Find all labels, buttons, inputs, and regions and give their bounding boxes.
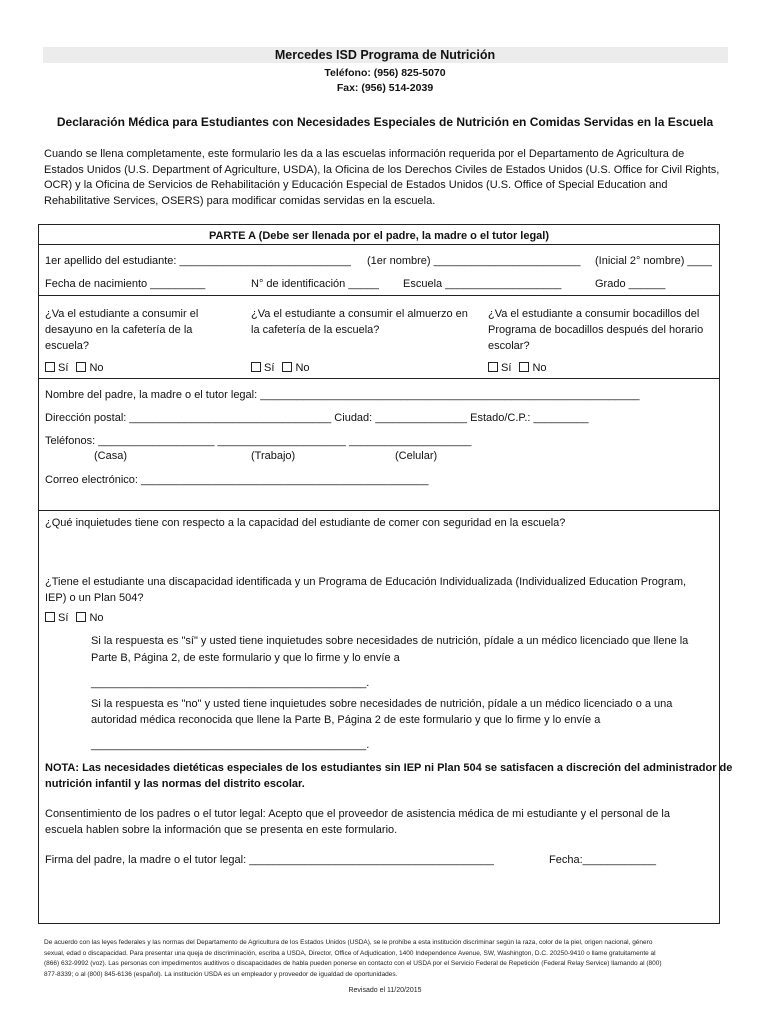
intro-line: OCR) y la Oficina de Servicios de Rehabilitación y Educación Especial de Estados Unidos (U.S. Office of Special Education and: [44, 179, 668, 192]
birth-date-field[interactable]: Fecha de nacimiento _________: [45, 278, 206, 290]
concerns-question: ¿Qué inquietudes tiene con respecto a la capacidad del estudiante de comer con seguridad en la escuela?: [45, 517, 566, 529]
address-field[interactable]: Dirección postal: _________________________________ Ciudad: _______________ Estado/C.P.: _________: [45, 412, 589, 424]
snacks-no-checkbox[interactable]: [519, 362, 546, 374]
consent-line: escuela hablen sobre la información que se presenta en este formulario.: [45, 824, 398, 836]
last-name-field[interactable]: 1er apellido del estudiante: ____________________________: [45, 255, 351, 267]
checkbox-box: [76, 362, 86, 372]
part-a-heading: PARTE A (Debe ser llenada por el padre, la madre o el tutor legal): [208, 230, 550, 242]
intro-paragraph: [44, 147, 734, 210]
if-yes-text-line: Si la respuesta es "sí" y usted tiene inquietudes sobre necesidades de nutrición, pídale a un médico licenciado que llene la: [91, 635, 689, 647]
disability-options: [45, 612, 104, 624]
snacks-yes-checkbox[interactable]: [488, 362, 511, 374]
phone-number: Teléfono: (956) 825-5070: [324, 67, 446, 79]
disability-question-line: IEP) o un Plan 504?: [45, 592, 144, 604]
intro-line: Estados Unidos (U.S. Department of Agriculture, USDA), la Oficina de los Derechos Civiles de Estados Unidos (U.S. Office for Civil Rights,: [44, 163, 720, 176]
checkbox-box: [488, 362, 498, 372]
disability-no-checkbox[interactable]: [76, 612, 103, 624]
phone-work-label: (Trabajo): [251, 450, 296, 462]
checkbox-box: [519, 362, 529, 372]
if-no-text-line: autoridad médica reconocida que llene la Parte B, Página 2 de este formulario y que lo firme y lo envíe a: [91, 714, 601, 726]
program-title: Mercedes ISD Programa de Nutrición: [274, 48, 496, 62]
if-no-recipient-field[interactable]: _____________________________________________.: [91, 739, 370, 751]
date-field[interactable]: Fecha:____________: [549, 854, 657, 866]
phones-field[interactable]: Teléfonos: ___________________ _____________________ ____________________: [45, 435, 472, 447]
disability-yes-checkbox[interactable]: [45, 612, 68, 624]
breakfast-options: [45, 362, 104, 374]
fax-number: Fax: (956) 514-2039: [336, 82, 434, 94]
signature-field[interactable]: Firma del padre, la madre o el tutor legal: ________________________________________: [45, 854, 494, 866]
email-field[interactable]: Correo electrónico: _______________________________________________: [45, 474, 429, 486]
no-label: No: [295, 362, 310, 374]
id-number-field[interactable]: N° de identificación _____: [251, 278, 379, 290]
snacks-options: [488, 362, 547, 374]
yes-label: Sí: [501, 362, 512, 374]
nondiscrimination-footer: [44, 938, 704, 980]
footer-line: De acuerdo con las leyes federales y las normas del Departamento de Agricultura de los Estados Unidos (USDA), se le prohíbe a esta institución discriminar según la raza, color de la piel, origen nacional, género: [44, 939, 653, 946]
no-label: No: [89, 612, 104, 624]
divider: [39, 510, 719, 511]
breakfast-question: ¿Va el estudiante a consumir el desayuno en la cafetería de la escuela?: [45, 308, 199, 352]
if-yes-recipient-field[interactable]: _____________________________________________.: [91, 677, 370, 689]
divider: [39, 378, 719, 379]
checkbox-box: [45, 612, 55, 622]
lunch-options: [251, 362, 310, 374]
no-label: No: [532, 362, 547, 374]
consent-line: Consentimiento de los padres o el tutor legal: Acepto que el proveedor de asistencia médica de mi estudiante y el personal de la: [45, 808, 670, 820]
if-no-text-line: Si la respuesta es "no" y usted tiene inquietudes sobre necesidades de nutrición, pídale a un médico licenciado o a una: [91, 698, 673, 710]
intro-line: Cuando se llena completamente, este formulario les da a las escuelas información requerida por el Departamento de Agricultura de: [44, 148, 685, 160]
note-line: NOTA: Las necesidades dietéticas especiales de los estudiantes sin IEP ni Plan 504 se satisfacen a discreción del administrador de: [45, 762, 733, 774]
footer-line: 877-8339; o al (800) 845-6136 (español). La institución USDA es un empleador y proveedor de igualdad de oportunidades.: [44, 970, 398, 978]
footer-line: (866) 632-9992 (voz). Las personas con impedimentos auditivos o discapacidades de habla pueden ponerse en contacto con el USDA por el Servicio Federal de Repetición (Federal Relay Service) llamando al (800): [44, 960, 662, 967]
middle-initial-field[interactable]: (Inicial 2° nombre) ____: [595, 255, 712, 267]
divider: [39, 244, 719, 245]
checkbox-box: [282, 362, 292, 372]
phone-home-label: (Casa): [94, 450, 128, 462]
yes-label: Sí: [58, 612, 69, 624]
parent-name-field[interactable]: Nombre del padre, la madre o el tutor legal: ______________________________________________________________: [45, 389, 640, 401]
disability-question-line: ¿Tiene el estudiante una discapacidad identificada y un Programa de Educación Individualizada (Individualized Education Program,: [45, 576, 687, 588]
intro-line: Rehabilitative Services, OSERS) para modificar comidas servidas en la escuela.: [44, 195, 436, 208]
lunch-no-checkbox[interactable]: [282, 362, 309, 374]
checkbox-box: [76, 612, 86, 622]
revision-date: Revisado el 11/20/2015: [348, 987, 422, 994]
lunch-yes-checkbox[interactable]: [251, 362, 274, 374]
part-a-form: [38, 224, 733, 924]
grade-field[interactable]: Grado ______: [595, 278, 666, 290]
lunch-question: ¿Va el estudiante a consumir el almuerzo en la cafetería de la escuela?: [251, 308, 468, 336]
breakfast-yes-checkbox[interactable]: [45, 362, 68, 374]
yes-label: Sí: [264, 362, 275, 374]
checkbox-box: [251, 362, 261, 372]
divider: [39, 295, 719, 296]
phone-cell-label: (Celular): [395, 450, 438, 462]
first-name-field[interactable]: (1er nombre) ________________________: [367, 255, 581, 267]
document-title: Declaración Médica para Estudiantes con Necesidades Especiales de Nutrición en Comidas Servidas en la Escuela: [56, 115, 714, 129]
yes-label: Sí: [58, 362, 69, 374]
snacks-question: ¿Va el estudiante a consumir bocadillos del Programa de bocadillos después del horario escolar?: [488, 308, 704, 352]
note-line: nutrición infantil y las normas del distrito escolar.: [45, 778, 305, 790]
if-yes-text-line: Parte B, Página 2, de este formulario y que lo firme y lo envíe a: [91, 652, 400, 664]
breakfast-no-checkbox[interactable]: [76, 362, 103, 374]
footer-line: sexual, edad o discapacidad. Para presentar una queja de discriminación, escriba a USDA, Director, Office of Adjudication, 1400 Independence Avenue, SW, Washington, D.C. 20250-9410 o llame gratuitamente al: [44, 949, 656, 957]
checkbox-box: [45, 362, 55, 372]
school-field[interactable]: Escuela ___________________: [403, 278, 562, 290]
no-label: No: [89, 362, 104, 374]
